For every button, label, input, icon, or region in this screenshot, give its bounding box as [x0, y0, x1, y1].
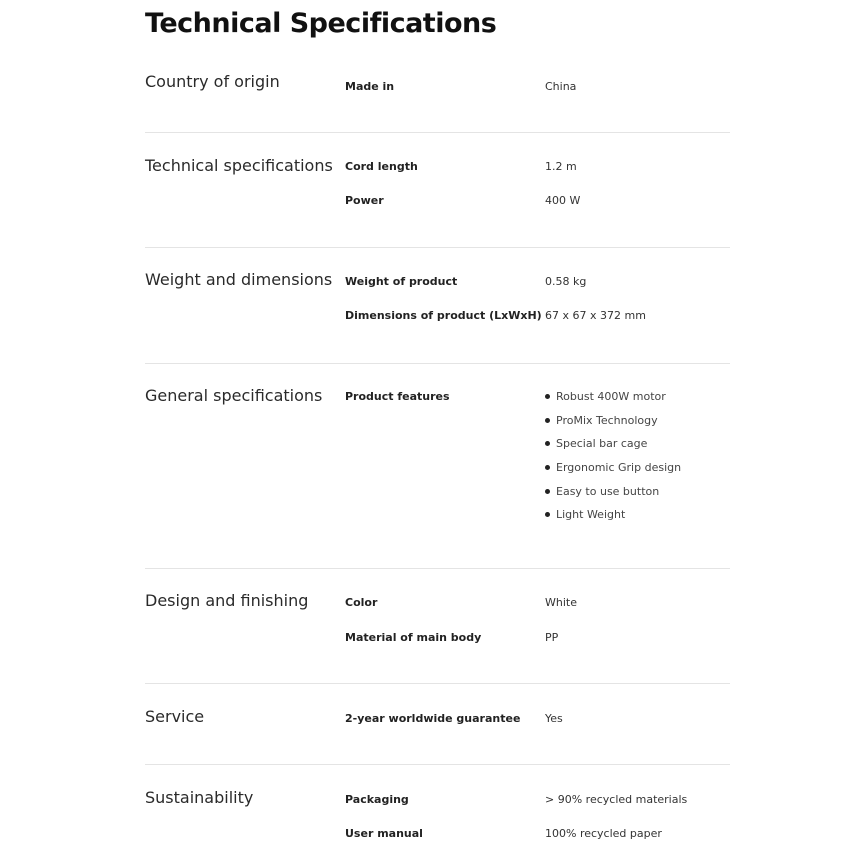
- feature-item: [545, 485, 659, 501]
- section-title: Design and finishing: [145, 591, 309, 610]
- spec-row: [345, 160, 730, 180]
- feature-text: Light Weight: [556, 508, 626, 521]
- spec-value: 67 x 67 x 372 mm: [545, 309, 646, 322]
- spec-value: 1.2 m: [545, 160, 577, 173]
- section-technical-specifications: [145, 133, 730, 248]
- spec-value: 0.58 kg: [545, 275, 587, 288]
- feature-text: Special bar cage: [556, 437, 648, 450]
- section-sustainability: [145, 765, 730, 855]
- feature-text: ProMix Technology: [556, 414, 658, 427]
- bullet-icon: [545, 465, 550, 470]
- spec-label: Made in: [345, 80, 395, 93]
- feature-text: Robust 400W motor: [556, 390, 666, 403]
- spec-row: [345, 390, 730, 410]
- specifications-list: [145, 68, 730, 855]
- spec-label: Dimensions of product (LxWxH): [345, 309, 542, 322]
- spec-row: [345, 596, 730, 616]
- feature-text: Ergonomic Grip design: [556, 461, 682, 474]
- section-title: Country of origin: [145, 72, 280, 91]
- spec-label: Packaging: [345, 793, 409, 806]
- spec-row: [345, 793, 730, 813]
- spec-label: 2-year worldwide guarantee: [345, 712, 521, 725]
- section-title: Technical specifications: [145, 156, 333, 175]
- section-design-and-finishing: [145, 569, 730, 684]
- spec-row: [345, 194, 730, 214]
- spec-value: PP: [545, 631, 559, 644]
- spec-row: [345, 712, 730, 732]
- spec-value: White: [545, 596, 577, 609]
- spec-value: 400 W: [545, 194, 581, 207]
- spec-row: [345, 275, 730, 295]
- bullet-icon: [545, 441, 550, 446]
- bullet-icon: [545, 418, 550, 423]
- section-country-of-origin: [145, 68, 730, 133]
- spec-label: Material of main body: [345, 631, 482, 644]
- spec-value: 100% recycled paper: [545, 827, 662, 840]
- section-title: Service: [145, 707, 205, 726]
- section-service: [145, 684, 730, 765]
- spec-value: China: [545, 80, 577, 93]
- feature-item: [545, 390, 666, 406]
- feature-item: [545, 461, 681, 477]
- section-title: Sustainability: [145, 788, 254, 807]
- spec-value: Yes: [545, 712, 563, 725]
- spec-row: [345, 80, 730, 100]
- page-title: Technical Specifications: [145, 8, 497, 39]
- spec-label: User manual: [345, 827, 423, 840]
- spec-row: [345, 827, 730, 847]
- spec-label: Product features: [345, 390, 450, 403]
- section-title: General specifications: [145, 386, 323, 405]
- bullet-icon: [545, 489, 550, 494]
- spec-row: [345, 309, 730, 329]
- spec-label: Power: [345, 194, 384, 207]
- spec-label: Color: [345, 596, 378, 609]
- section-weight-and-dimensions: [145, 248, 730, 364]
- spec-label: Weight of product: [345, 275, 458, 288]
- spec-label: Cord length: [345, 160, 418, 173]
- feature-item: [545, 414, 658, 430]
- feature-text: Easy to use button: [556, 485, 660, 498]
- section-title: Weight and dimensions: [145, 270, 333, 289]
- spec-row: [345, 631, 730, 651]
- section-general-specifications: [145, 364, 730, 569]
- spec-value: > 90% recycled materials: [545, 793, 688, 806]
- bullet-icon: [545, 394, 550, 399]
- bullet-icon: [545, 512, 550, 517]
- feature-item: [545, 508, 625, 524]
- feature-item: [545, 437, 647, 453]
